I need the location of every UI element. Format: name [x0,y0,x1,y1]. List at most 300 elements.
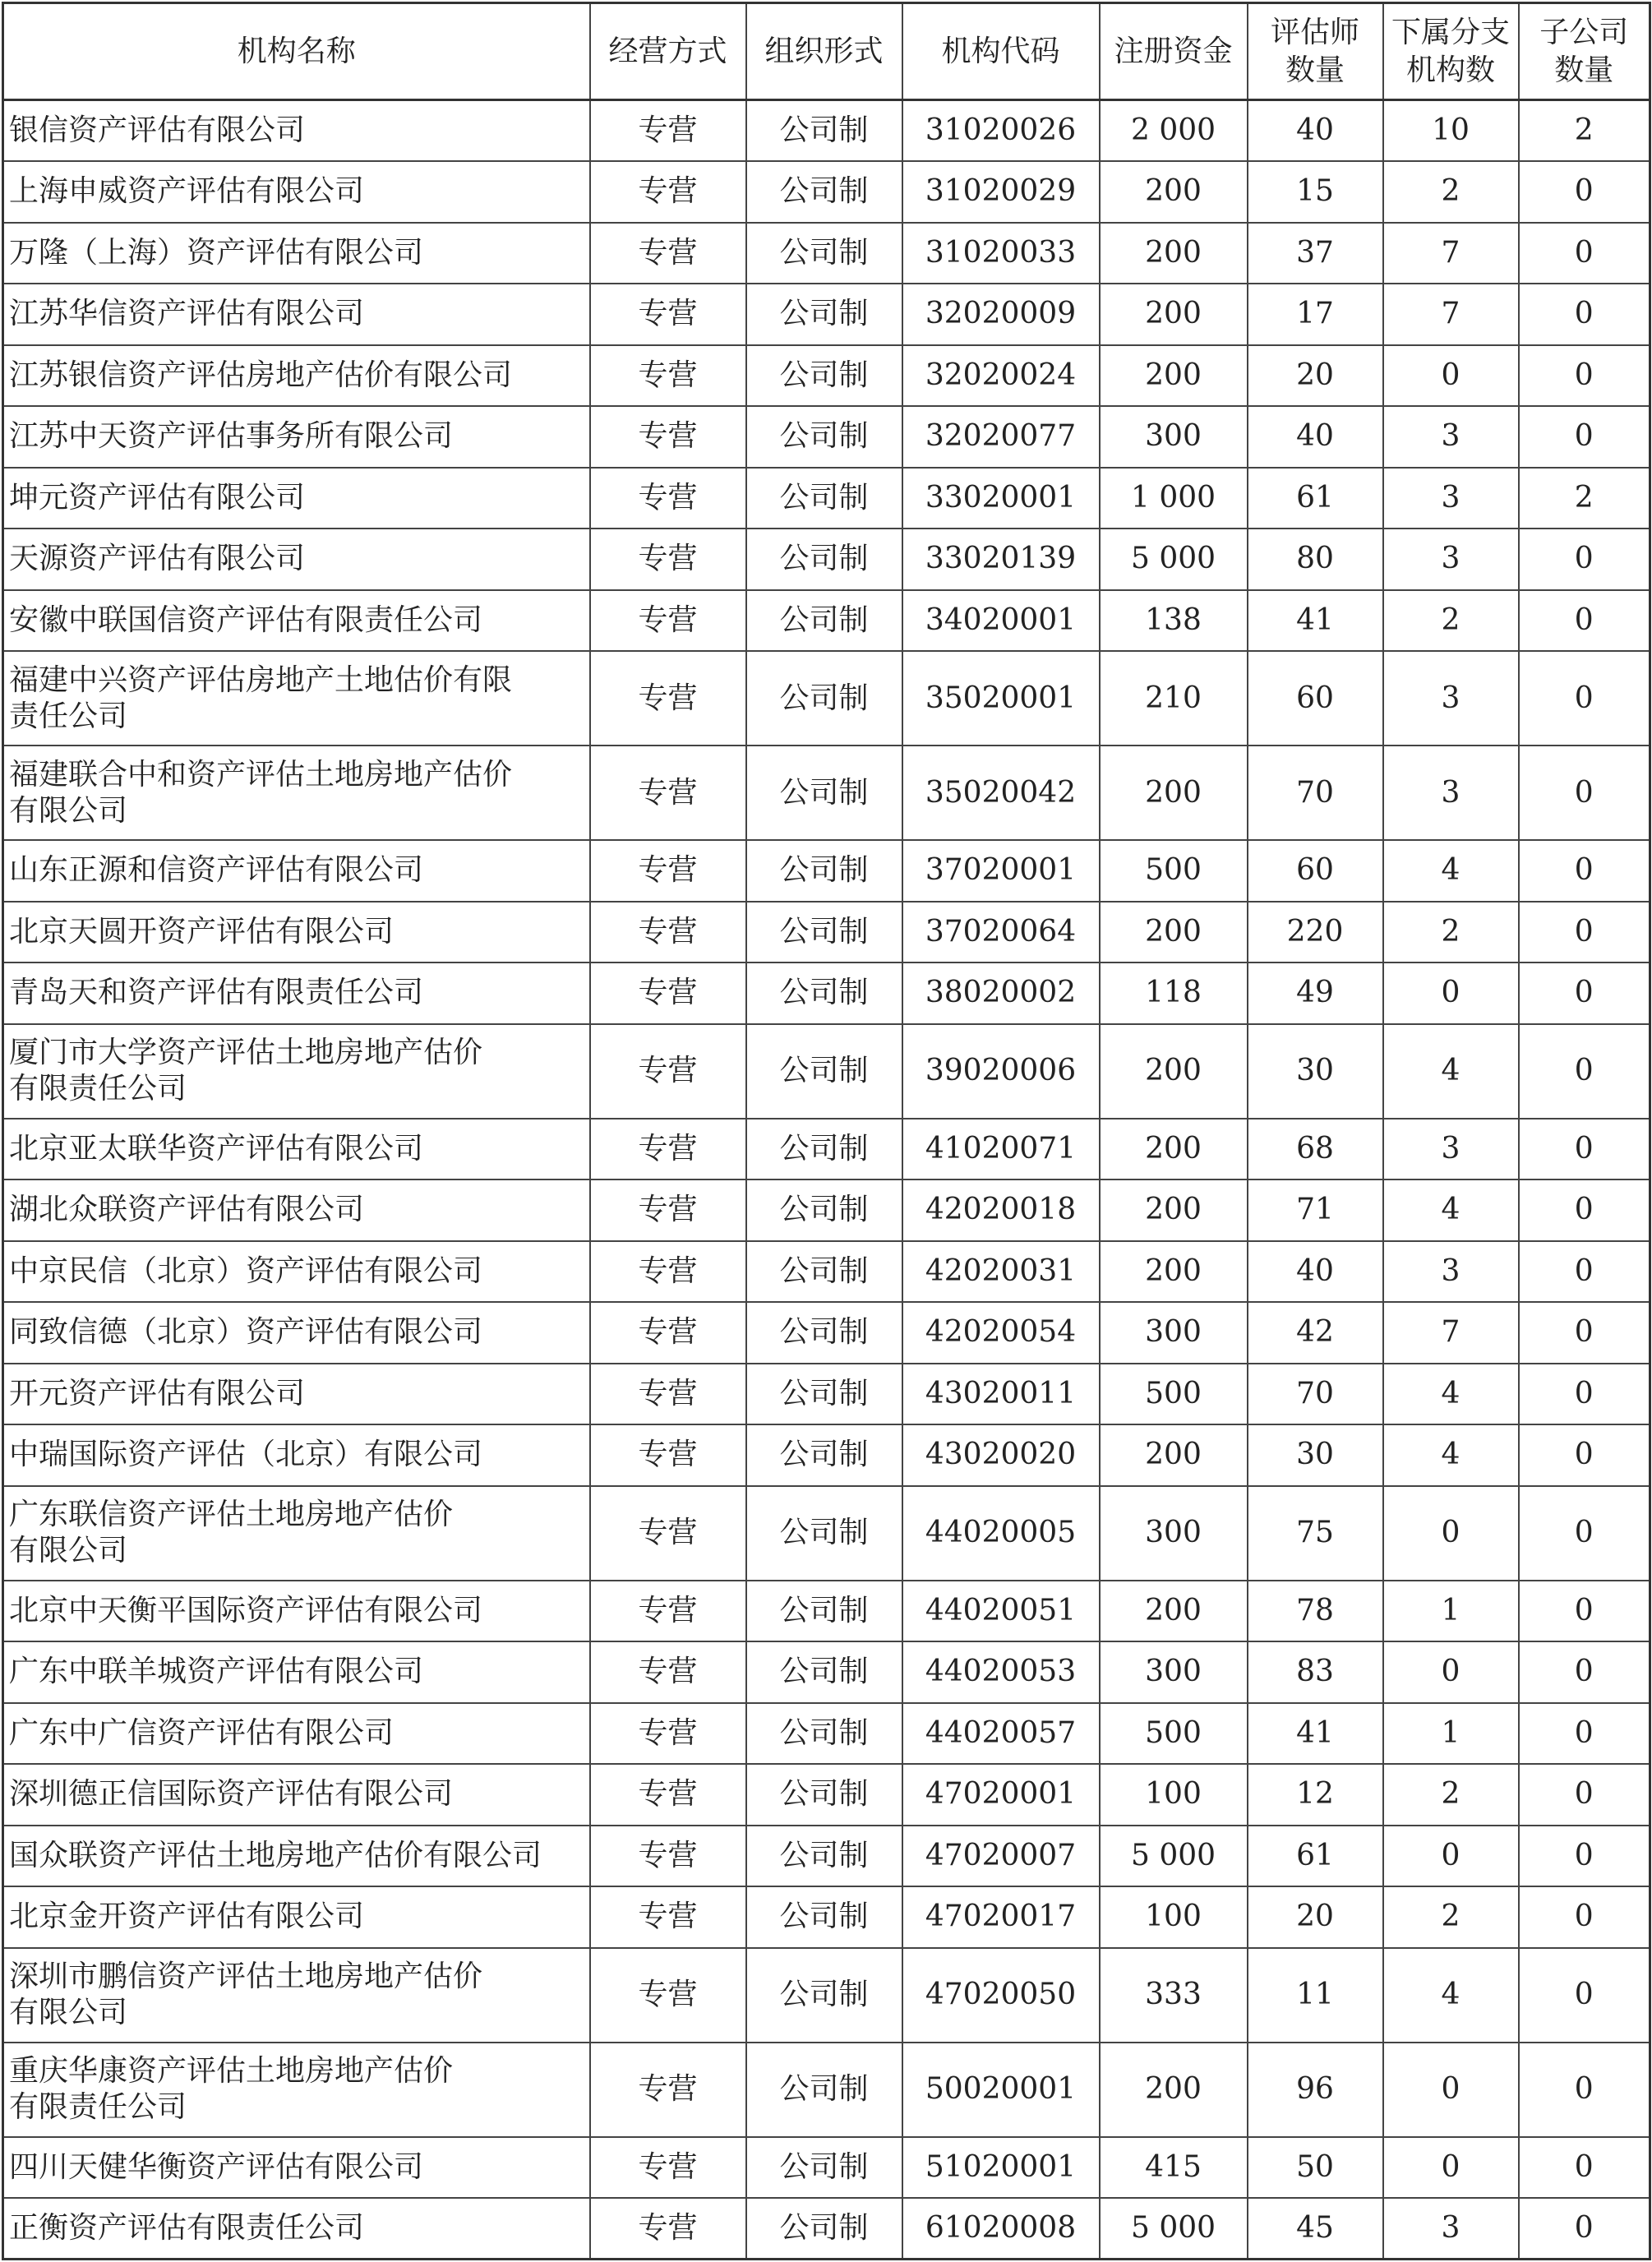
cell-appraiser-count: 220 [1248,902,1383,963]
cell-organization-form: 公司制 [746,100,902,162]
cell-appraiser-count: 80 [1248,529,1383,590]
cell-business-mode: 专营 [590,2043,746,2137]
cell-appraiser-count: 40 [1248,406,1383,468]
cell-subsidiary-count: 0 [1519,1641,1650,1703]
cell-organization-form: 公司制 [746,1486,902,1581]
cell-organization-form: 公司制 [746,161,902,223]
cell-registered-capital: 5 000 [1100,1826,1248,1887]
table-row [3,2137,1650,2199]
column-header-appraisers [1248,3,1383,100]
cell-institution-code: 61020008 [902,2198,1100,2260]
cell-branch-count: 1 [1383,1581,1519,1642]
cell-subsidiary-count: 0 [1519,1241,1650,1303]
cell-appraiser-count: 49 [1248,963,1383,1024]
cell-appraiser-count: 61 [1248,468,1383,529]
cell-business-mode: 专营 [590,963,746,1024]
table-row [3,1424,1650,1486]
institution-name-line: 安徽中联国信资产评估有限责任公司 [9,602,483,637]
cell-organization-form: 公司制 [746,1179,902,1241]
column-header-subsidiaries [1519,3,1650,100]
cell-appraiser-count: 61 [1248,1826,1383,1887]
cell-registered-capital: 200 [1100,902,1248,963]
cell-organization-form: 公司制 [746,2137,902,2199]
cell-institution-name [3,1424,590,1486]
table-row [3,1641,1650,1703]
cell-institution-name [3,902,590,963]
cell-appraiser-count: 41 [1248,590,1383,652]
header-label: 评估师数量 [1270,15,1359,87]
cell-institution-name [3,345,590,407]
cell-business-mode: 专营 [590,746,746,840]
cell-organization-form: 公司制 [746,1302,902,1364]
cell-subsidiary-count: 0 [1519,1302,1650,1364]
cell-subsidiary-count: 0 [1519,1886,1650,1948]
cell-branch-count: 7 [1383,1302,1519,1364]
cell-branch-count: 4 [1383,840,1519,902]
institution-name-line: 北京亚太联华资产评估有限公司 [9,1131,424,1166]
cell-institution-name [3,1179,590,1241]
table-row [3,2043,1650,2137]
cell-institution-code: 31020026 [902,100,1100,162]
cell-subsidiary-count: 0 [1519,1424,1650,1486]
institution-name-line: 开元资产评估有限公司 [9,1376,306,1410]
cell-institution-code: 31020033 [902,223,1100,284]
column-header-form [746,3,902,100]
cell-business-mode: 专营 [590,468,746,529]
institution-name-line: 深圳德正信国际资产评估有限公司 [9,1777,454,1812]
cell-registered-capital: 333 [1100,1948,1248,2043]
institution-name-line: 天源资产评估有限公司 [9,542,306,576]
cell-institution-code: 39020006 [902,1024,1100,1119]
cell-organization-form: 公司制 [746,963,902,1024]
column-header-mode [590,3,746,100]
cell-organization-form: 公司制 [746,1424,902,1486]
cell-appraiser-count: 96 [1248,2043,1383,2137]
cell-institution-code: 47020007 [902,1826,1100,1887]
cell-appraiser-count: 50 [1248,2137,1383,2199]
cell-institution-code: 37020064 [902,902,1100,963]
cell-subsidiary-count: 0 [1519,2198,1650,2260]
cell-registered-capital: 500 [1100,1703,1248,1765]
header-label: 注册资金 [1114,34,1233,68]
cell-appraiser-count: 40 [1248,100,1383,162]
institution-name-line: 银信资产评估有限公司 [9,113,306,147]
institution-name-line: 福建联合中和资产评估土地房地产估价 [9,757,513,792]
cell-business-mode: 专营 [590,902,746,963]
cell-subsidiary-count: 0 [1519,651,1650,746]
cell-appraiser-count: 45 [1248,2198,1383,2260]
cell-appraiser-count: 17 [1248,284,1383,345]
cell-branch-count: 4 [1383,1948,1519,2043]
table-row [3,1486,1650,1581]
table-row [3,529,1650,590]
institution-name-line: 责任公司 [9,699,128,733]
cell-branch-count: 3 [1383,468,1519,529]
table-row [3,468,1650,529]
institution-name-line: 广东联信资产评估土地房地产估价 [9,1498,454,1531]
cell-appraiser-count: 30 [1248,1424,1383,1486]
cell-branch-count: 0 [1383,1486,1519,1581]
institution-name-line: 湖北众联资产评估有限公司 [9,1193,365,1227]
cell-institution-name [3,963,590,1024]
cell-branch-count: 3 [1383,1241,1519,1303]
header-label: 经营方式 [608,34,727,68]
cell-business-mode: 专营 [590,1119,746,1180]
cell-institution-code: 41020071 [902,1119,1100,1180]
cell-institution-code: 34020001 [902,590,1100,652]
cell-organization-form: 公司制 [746,590,902,652]
cell-registered-capital: 300 [1100,406,1248,468]
cell-institution-code: 51020001 [902,2137,1100,2199]
cell-institution-name [3,1886,590,1948]
cell-subsidiary-count: 0 [1519,1764,1650,1826]
cell-organization-form: 公司制 [746,1364,902,1425]
cell-branch-count: 3 [1383,746,1519,840]
institution-name-line: 江苏银信资产评估房地产估价有限公司 [9,358,513,392]
institution-name-line: 有限公司 [9,1534,128,1567]
cell-business-mode: 专营 [590,1024,746,1119]
table-container [2,2,1649,2259]
institution-name-line: 中京民信（北京）资产评估有限公司 [9,1253,483,1288]
table-row [3,161,1650,223]
cell-business-mode: 专营 [590,1302,746,1364]
table-row [3,1886,1650,1948]
cell-institution-code: 44020057 [902,1703,1100,1765]
cell-institution-code: 37020001 [902,840,1100,902]
cell-business-mode: 专营 [590,840,746,902]
cell-registered-capital: 200 [1100,161,1248,223]
cell-institution-code: 42020031 [902,1241,1100,1303]
cell-organization-form: 公司制 [746,529,902,590]
institution-name-line: 江苏华信资产评估有限公司 [9,297,365,331]
table-row [3,1764,1650,1826]
cell-appraiser-count: 20 [1248,345,1383,407]
cell-subsidiary-count: 0 [1519,345,1650,407]
header-row [3,3,1650,100]
cell-registered-capital: 100 [1100,1764,1248,1826]
cell-subsidiary-count: 0 [1519,963,1650,1024]
cell-business-mode: 专营 [590,284,746,345]
cell-business-mode: 专营 [590,406,746,468]
cell-subsidiary-count: 0 [1519,1581,1650,1642]
cell-registered-capital: 100 [1100,1886,1248,1948]
cell-organization-form: 公司制 [746,406,902,468]
cell-appraiser-count: 12 [1248,1764,1383,1826]
cell-appraiser-count: 15 [1248,161,1383,223]
cell-subsidiary-count: 0 [1519,406,1650,468]
cell-institution-code: 33020001 [902,468,1100,529]
cell-business-mode: 专营 [590,223,746,284]
cell-branch-count: 7 [1383,223,1519,284]
institution-name-line: 有限责任公司 [9,2090,187,2124]
table-row [3,746,1650,840]
cell-registered-capital: 200 [1100,1581,1248,1642]
cell-appraiser-count: 71 [1248,1179,1383,1241]
cell-business-mode: 专营 [590,1241,746,1303]
cell-organization-form: 公司制 [746,1764,902,1826]
cell-branch-count: 4 [1383,1024,1519,1119]
cell-branch-count: 0 [1383,2137,1519,2199]
cell-organization-form: 公司制 [746,223,902,284]
cell-institution-name [3,590,590,652]
cell-business-mode: 专营 [590,1703,746,1765]
table-row [3,840,1650,902]
cell-organization-form: 公司制 [746,902,902,963]
institution-name-line: 中瑞国际资产评估（北京）有限公司 [9,1438,483,1472]
table-row [3,1241,1650,1303]
institution-name-line: 福建中兴资产评估房地产土地估价有限 [9,662,513,697]
cell-subsidiary-count: 0 [1519,1948,1650,2043]
cell-institution-name [3,1119,590,1180]
cell-institution-code: 44020005 [902,1486,1100,1581]
cell-organization-form: 公司制 [746,468,902,529]
cell-registered-capital: 200 [1100,345,1248,407]
cell-institution-code: 50020001 [902,2043,1100,2137]
cell-registered-capital: 2 000 [1100,100,1248,162]
cell-appraiser-count: 42 [1248,1302,1383,1364]
cell-business-mode: 专营 [590,2198,746,2260]
cell-institution-code: 32020009 [902,284,1100,345]
cell-subsidiary-count: 0 [1519,2137,1650,2199]
cell-business-mode: 专营 [590,1886,746,1948]
cell-institution-name [3,2198,590,2260]
cell-institution-name [3,406,590,468]
table-row [3,1302,1650,1364]
header-label: 下属分支机构数 [1391,15,1510,87]
cell-branch-count: 4 [1383,1424,1519,1486]
header-label: 机构代码 [941,34,1060,68]
cell-institution-code: 32020077 [902,406,1100,468]
cell-institution-name [3,1364,590,1425]
cell-institution-code: 31020029 [902,161,1100,223]
cell-subsidiary-count: 0 [1519,161,1650,223]
cell-organization-form: 公司制 [746,345,902,407]
cell-registered-capital: 300 [1100,1641,1248,1703]
table-row [3,284,1650,345]
cell-business-mode: 专营 [590,529,746,590]
cell-appraiser-count: 37 [1248,223,1383,284]
table-row [3,1703,1650,1765]
cell-organization-form: 公司制 [746,1024,902,1119]
cell-institution-name [3,1302,590,1364]
cell-registered-capital: 5 000 [1100,2198,1248,2260]
cell-appraiser-count: 41 [1248,1703,1383,1765]
institution-name-line: 上海申威资产评估有限公司 [9,174,365,209]
cell-business-mode: 专营 [590,345,746,407]
cell-institution-code: 42020018 [902,1179,1100,1241]
column-header-code [902,3,1100,100]
institution-name-line: 重庆华康资产评估土地房地产估价 [9,2054,454,2088]
cell-business-mode: 专营 [590,1486,746,1581]
cell-organization-form: 公司制 [746,1581,902,1642]
cell-institution-name [3,100,590,162]
cell-subsidiary-count: 0 [1519,1024,1650,1119]
cell-registered-capital: 5 000 [1100,529,1248,590]
cell-registered-capital: 118 [1100,963,1248,1024]
institution-name-line: 江苏中天资产评估事务所有限公司 [9,419,454,454]
institution-name-line: 山东正源和信资产评估有限公司 [9,853,424,888]
cell-branch-count: 0 [1383,345,1519,407]
cell-subsidiary-count: 0 [1519,1119,1650,1180]
cell-institution-name [3,1948,590,2043]
cell-organization-form: 公司制 [746,1826,902,1887]
cell-registered-capital: 300 [1100,1486,1248,1581]
table-row [3,1179,1650,1241]
institution-table [2,2,1651,2260]
cell-institution-name [3,284,590,345]
cell-institution-code: 33020139 [902,529,1100,590]
institution-name-line: 四川天健华衡资产评估有限公司 [9,2149,424,2184]
cell-organization-form: 公司制 [746,746,902,840]
cell-institution-name [3,2137,590,2199]
cell-institution-code: 47020050 [902,1948,1100,2043]
cell-business-mode: 专营 [590,1826,746,1887]
cell-organization-form: 公司制 [746,1241,902,1303]
cell-registered-capital: 200 [1100,1179,1248,1241]
cell-business-mode: 专营 [590,1424,746,1486]
table-row [3,902,1650,963]
cell-branch-count: 4 [1383,1179,1519,1241]
cell-business-mode: 专营 [590,2137,746,2199]
table-row [3,406,1650,468]
table-row [3,1119,1650,1180]
cell-registered-capital: 200 [1100,2043,1248,2137]
column-header-name [3,3,590,100]
cell-institution-code: 43020020 [902,1424,1100,1486]
cell-branch-count: 0 [1383,963,1519,1024]
table-row [3,2198,1650,2260]
cell-institution-name [3,1241,590,1303]
cell-business-mode: 专营 [590,100,746,162]
cell-institution-code: 42020054 [902,1302,1100,1364]
cell-registered-capital: 200 [1100,1119,1248,1180]
cell-subsidiary-count: 0 [1519,590,1650,652]
cell-institution-code: 32020024 [902,345,1100,407]
institution-name-line: 有限公司 [9,1996,128,2029]
cell-appraiser-count: 40 [1248,1241,1383,1303]
cell-business-mode: 专营 [590,1641,746,1703]
cell-subsidiary-count: 2 [1519,468,1650,529]
table-row [3,1364,1650,1425]
cell-branch-count: 3 [1383,406,1519,468]
cell-subsidiary-count: 0 [1519,1486,1650,1581]
cell-institution-name [3,1641,590,1703]
cell-organization-form: 公司制 [746,1119,902,1180]
table-row [3,963,1650,1024]
cell-institution-name [3,1486,590,1581]
cell-registered-capital: 200 [1100,223,1248,284]
institution-name-line: 广东中联羊城资产评估有限公司 [9,1655,424,1689]
cell-branch-count: 2 [1383,161,1519,223]
cell-branch-count: 4 [1383,1364,1519,1425]
table-row [3,100,1650,162]
cell-business-mode: 专营 [590,1364,746,1425]
table-row [3,345,1650,407]
institution-name-line: 广东中广信资产评估有限公司 [9,1715,395,1750]
table-row [3,1024,1650,1119]
table-row [3,590,1650,652]
cell-registered-capital: 300 [1100,1302,1248,1364]
column-header-branches [1383,3,1519,100]
cell-institution-name [3,651,590,746]
cell-institution-name [3,840,590,902]
cell-branch-count: 2 [1383,902,1519,963]
cell-appraiser-count: 70 [1248,746,1383,840]
cell-organization-form: 公司制 [746,284,902,345]
cell-branch-count: 2 [1383,590,1519,652]
cell-subsidiary-count: 0 [1519,223,1650,284]
cell-branch-count: 3 [1383,651,1519,746]
institution-name-line: 国众联资产评估土地房地产估价有限公司 [9,1838,542,1872]
cell-branch-count: 2 [1383,1764,1519,1826]
cell-branch-count: 1 [1383,1703,1519,1765]
cell-branch-count: 3 [1383,529,1519,590]
cell-business-mode: 专营 [590,651,746,746]
cell-subsidiary-count: 0 [1519,1364,1650,1425]
cell-institution-name [3,223,590,284]
table-row [3,1948,1650,2043]
institution-name-line: 青岛天和资产评估有限责任公司 [9,976,424,1010]
table-row [3,1581,1650,1642]
cell-organization-form: 公司制 [746,1948,902,2043]
cell-subsidiary-count: 0 [1519,840,1650,902]
cell-branch-count: 2 [1383,1886,1519,1948]
cell-branch-count: 0 [1383,1641,1519,1703]
cell-appraiser-count: 75 [1248,1486,1383,1581]
cell-appraiser-count: 11 [1248,1948,1383,2043]
cell-appraiser-count: 20 [1248,1886,1383,1948]
cell-institution-code: 43020011 [902,1364,1100,1425]
cell-organization-form: 公司制 [746,1886,902,1948]
cell-business-mode: 专营 [590,1179,746,1241]
cell-branch-count: 10 [1383,100,1519,162]
cell-branch-count: 0 [1383,1826,1519,1887]
header-label: 机构名称 [237,34,356,68]
cell-institution-code: 47020001 [902,1764,1100,1826]
cell-subsidiary-count: 0 [1519,1703,1650,1765]
institution-name-line: 正衡资产评估有限责任公司 [9,2211,365,2245]
header-label: 组织形式 [764,34,884,68]
cell-institution-name [3,1826,590,1887]
table-row [3,651,1650,746]
table-row [3,1826,1650,1887]
cell-institution-name [3,529,590,590]
cell-institution-code: 38020002 [902,963,1100,1024]
table-row [3,223,1650,284]
cell-appraiser-count: 30 [1248,1024,1383,1119]
cell-appraiser-count: 60 [1248,651,1383,746]
institution-name-line: 有限责任公司 [9,1072,187,1106]
institution-name-line: 北京天圆开资产评估有限公司 [9,914,395,949]
cell-organization-form: 公司制 [746,2043,902,2137]
cell-registered-capital: 500 [1100,840,1248,902]
cell-institution-name [3,1703,590,1765]
cell-institution-name [3,746,590,840]
cell-institution-name [3,2043,590,2137]
institution-name-line: 同致信德（北京）资产评估有限公司 [9,1315,483,1350]
cell-branch-count: 7 [1383,284,1519,345]
cell-registered-capital: 200 [1100,746,1248,840]
cell-registered-capital: 200 [1100,284,1248,345]
cell-institution-name [3,1581,590,1642]
cell-appraiser-count: 70 [1248,1364,1383,1425]
cell-registered-capital: 210 [1100,651,1248,746]
cell-organization-form: 公司制 [746,840,902,902]
cell-business-mode: 专营 [590,1764,746,1826]
cell-institution-name [3,468,590,529]
cell-appraiser-count: 60 [1248,840,1383,902]
cell-subsidiary-count: 2 [1519,100,1650,162]
